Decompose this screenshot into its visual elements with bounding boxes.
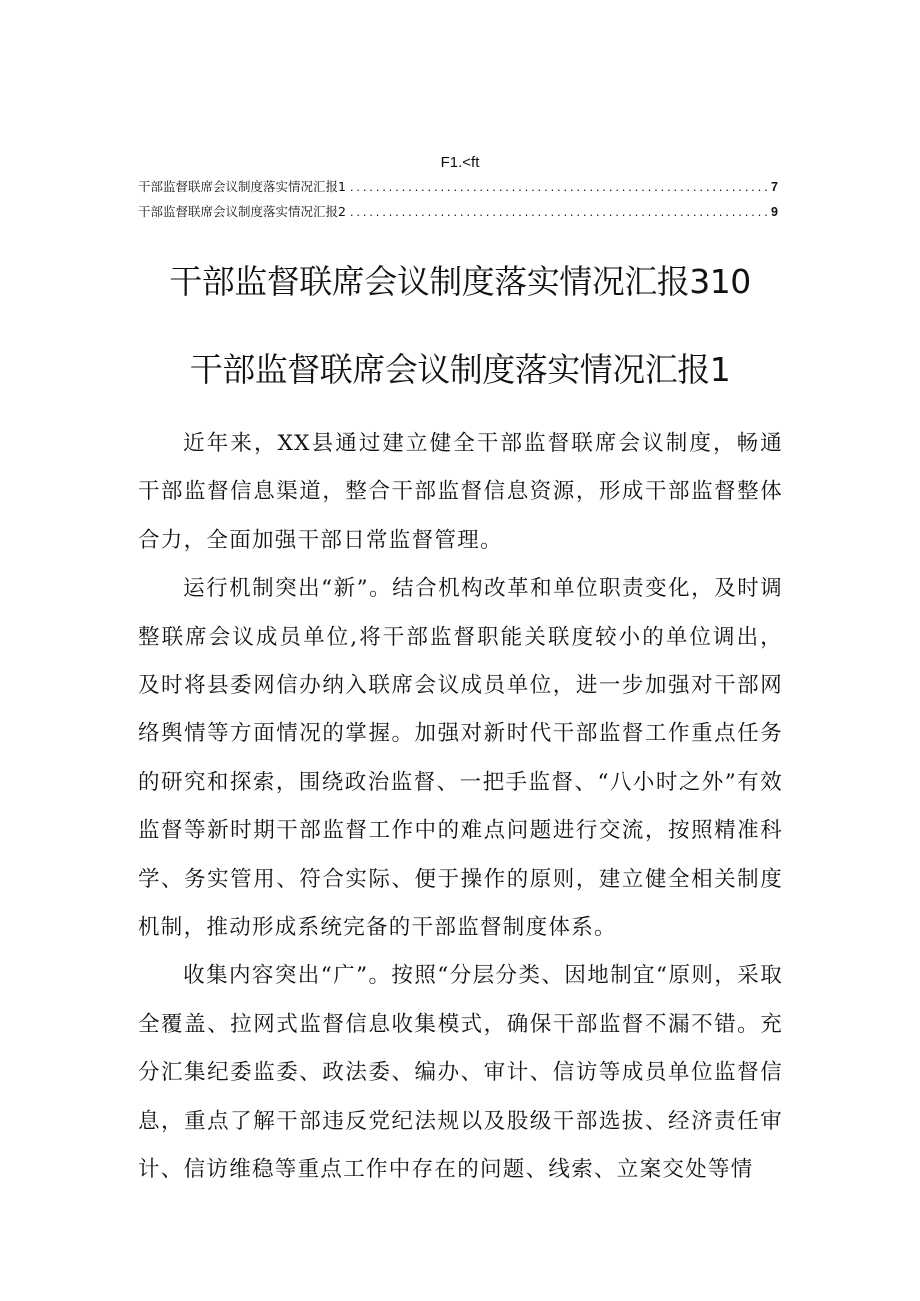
toc-entry-page: 7 bbox=[771, 180, 778, 194]
document-main-title: 干部监督联席会议制度落实情况汇报310 bbox=[169, 262, 751, 301]
toc-entry[interactable] bbox=[138, 203, 778, 221]
toc-entry-title: 干部监督联席会议制度落实情况汇报2 bbox=[138, 204, 346, 219]
toc-dot-leader bbox=[350, 178, 767, 196]
toc-dot-leader bbox=[350, 203, 767, 221]
toc-heading: F1.<ft bbox=[440, 154, 480, 171]
body-paragraph: 运行机制突出“新”。结合机构改革和单位职责变化，及时调整联席会议成员单位,将干部监督职能关联度较小的单位调出，及时将县委网信办纳入联席会议成员单位，进一步加强对干部网络舆情等方面情况的掌握。加强对新时代干部监督工作重点任务的研究和探索，围绕政治监督、一把手监督、“八小时之外”有效监督等新时期干部监督工作中的难点问题进行交流，按照精准科学、务实管用、符合实际、便于操作的原则，建立健全相关制度机制，推动形成系统完备的干部监督制度体系。 bbox=[138, 576, 783, 941]
toc-entry[interactable] bbox=[138, 178, 778, 196]
toc-entry-page: 9 bbox=[771, 205, 778, 219]
document-sub-title: 干部监督联席会议制度落实情况汇报1 bbox=[189, 350, 731, 389]
toc-entry-title: 干部监督联席会议制度落实情况汇报1 bbox=[138, 179, 346, 194]
document-body bbox=[138, 420, 783, 1195]
body-paragraph: 近年来，XX县通过建立健全干部监督联席会议制度，畅通干部监督信息渠道，整合干部监督信息资源，形成干部监督整体合力，全面加强干部日常监督管理。 bbox=[138, 431, 783, 553]
body-paragraph: 收集内容突出“广”。按照“分层分类、因地制宜“原则，采取全覆盖、拉网式监督信息收集模式，确保干部监督不漏不错。充分汇集纪委监委、政法委、编办、审计、信访等成员单位监督信息，重点了解干部违反党纪法规以及股级干部选拔、经济责任审计、信访维稳等重点工作中存在的问题、线索、立案交处等情 bbox=[138, 963, 783, 1183]
